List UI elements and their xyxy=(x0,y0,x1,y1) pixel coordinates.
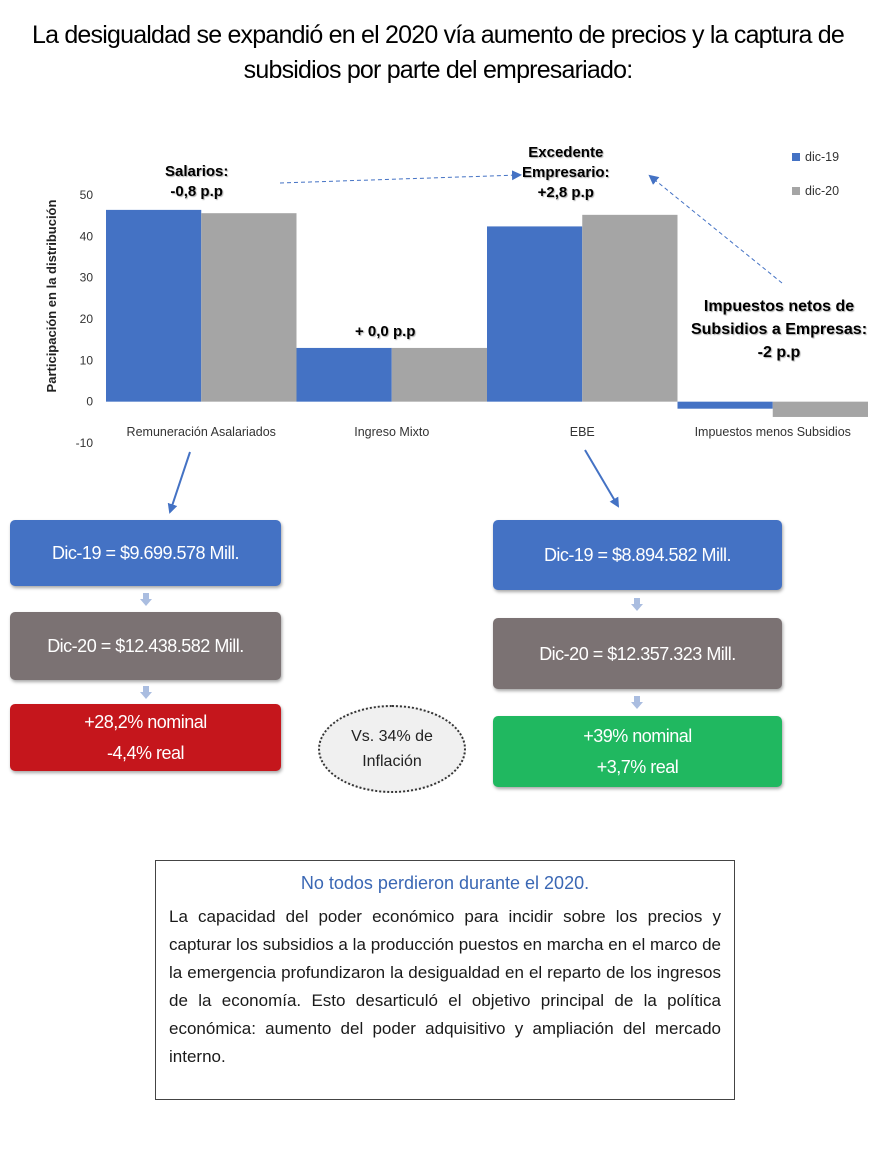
bar-dic-19-0 xyxy=(106,210,201,402)
impuestos-annotation xyxy=(683,295,875,364)
conclusion-body: La capacidad del poder económico para incidir sobre los precios y capturar los subsidios a la producción puestos en marcha en el marco de la emergencia profundizaron la desigualdad en el reparto de los ingresos de la economía. Esto desarticuló el objetivo principal de la política económica: aumento del poder adquisitivo y ampliación del mercado interno. xyxy=(169,907,721,1066)
left-change-nominal: +28,2% nominal xyxy=(84,711,207,732)
legend-swatch-dic-20 xyxy=(792,187,800,195)
right-dic20-text: Dic-20 = $12.357.323 Mill. xyxy=(539,643,736,664)
impuestos-annotation-line2: Subsidios a Empresas: xyxy=(690,321,868,338)
bar-dic-20-2 xyxy=(582,215,677,402)
left-dic20-text: Dic-20 = $12.438.582 Mill. xyxy=(47,636,244,656)
bar-dic-19-3 xyxy=(678,402,773,409)
y-axis-label: Participación en la distribución xyxy=(44,199,59,393)
ingreso-mixto-annotation: + 0,0 p.p xyxy=(355,323,416,340)
impuestos-annotation-line1: Impuestos netos de xyxy=(703,298,855,315)
left-change-box xyxy=(10,704,281,771)
left-dic19-text: Dic-19 = $9.699.578 Mill. xyxy=(51,543,240,563)
right-change-nominal: +39% nominal xyxy=(583,725,692,746)
inflation-line1: Vs. 34% de xyxy=(351,728,433,745)
salarios-annotation-value: -0,8 p.p xyxy=(170,183,223,200)
bar-dic-19-2 xyxy=(487,226,582,401)
right-flow-arrow xyxy=(585,450,618,506)
excedente-annotation-value: +2,8 p.p xyxy=(537,184,594,201)
salarios-annotation-label: Salarios: xyxy=(165,163,229,180)
salarios-annotation xyxy=(165,162,228,202)
x-tick-label-0: Remuneración Asalariados xyxy=(126,425,276,439)
legend-label-dic-19: dic-19 xyxy=(805,150,840,164)
excedente-annotation xyxy=(522,143,610,203)
inflation-ellipse xyxy=(318,705,466,793)
y-tick-label-6: 50 xyxy=(79,188,93,202)
x-tick-label-2: EBE xyxy=(569,425,595,439)
bar-dic-20-0 xyxy=(201,213,296,401)
y-tick-label-0: -10 xyxy=(75,436,93,450)
bar-dic-20-1 xyxy=(392,348,487,402)
right-down-arrow-icon xyxy=(631,598,643,611)
excedente-annotation-line1: Excedente xyxy=(528,144,604,161)
y-tick-label-3: 20 xyxy=(79,312,93,326)
legend-swatch-dic-19 xyxy=(792,153,800,161)
legend-label-dic-20: dic-20 xyxy=(805,184,840,198)
left-down-arrow-icon xyxy=(140,593,152,606)
conclusion-title: No todos perdieron durante el 2020. xyxy=(300,873,590,893)
left-dic20-box xyxy=(10,612,281,680)
left-flow-arrow xyxy=(170,452,190,512)
bar-dic-19-1 xyxy=(297,348,392,402)
x-tick-label-3: Impuestos menos Subsidios xyxy=(694,425,851,439)
page-title: La desigualdad se expandió en el 2020 vía aumento de precios y la captura de subsidios por parte del empresariado: xyxy=(31,21,845,84)
impuestos-annotation-value: -2 p.p xyxy=(757,344,801,361)
left-down-arrow-icon-2 xyxy=(140,686,152,699)
right-dic19-text: Dic-19 = $8.894.582 Mill. xyxy=(543,545,732,565)
right-change-box xyxy=(493,716,782,787)
right-dic20-box xyxy=(493,618,782,689)
bar-chart xyxy=(0,0,876,520)
excedente-annotation-line2: Empresario: xyxy=(522,164,610,181)
left-change-real: -4,4% real xyxy=(106,742,185,763)
right-change-real: +3,7% real xyxy=(596,756,679,777)
y-tick-label-5: 40 xyxy=(79,229,93,244)
y-tick-label-1: 0 xyxy=(86,394,93,409)
right-dic19-box xyxy=(493,520,782,590)
left-dic19-box xyxy=(10,520,281,586)
salarios-pointer-arrow xyxy=(280,175,520,183)
y-tick-label-2: 10 xyxy=(79,353,93,368)
bar-dic-20-3 xyxy=(773,402,868,417)
x-tick-label-1: Ingreso Mixto xyxy=(354,425,430,439)
right-down-arrow-icon-2 xyxy=(631,696,643,709)
inflation-line2: Inflación xyxy=(362,753,422,770)
conclusion-textbox xyxy=(155,860,735,1100)
y-tick-label-4: 30 xyxy=(79,270,93,285)
